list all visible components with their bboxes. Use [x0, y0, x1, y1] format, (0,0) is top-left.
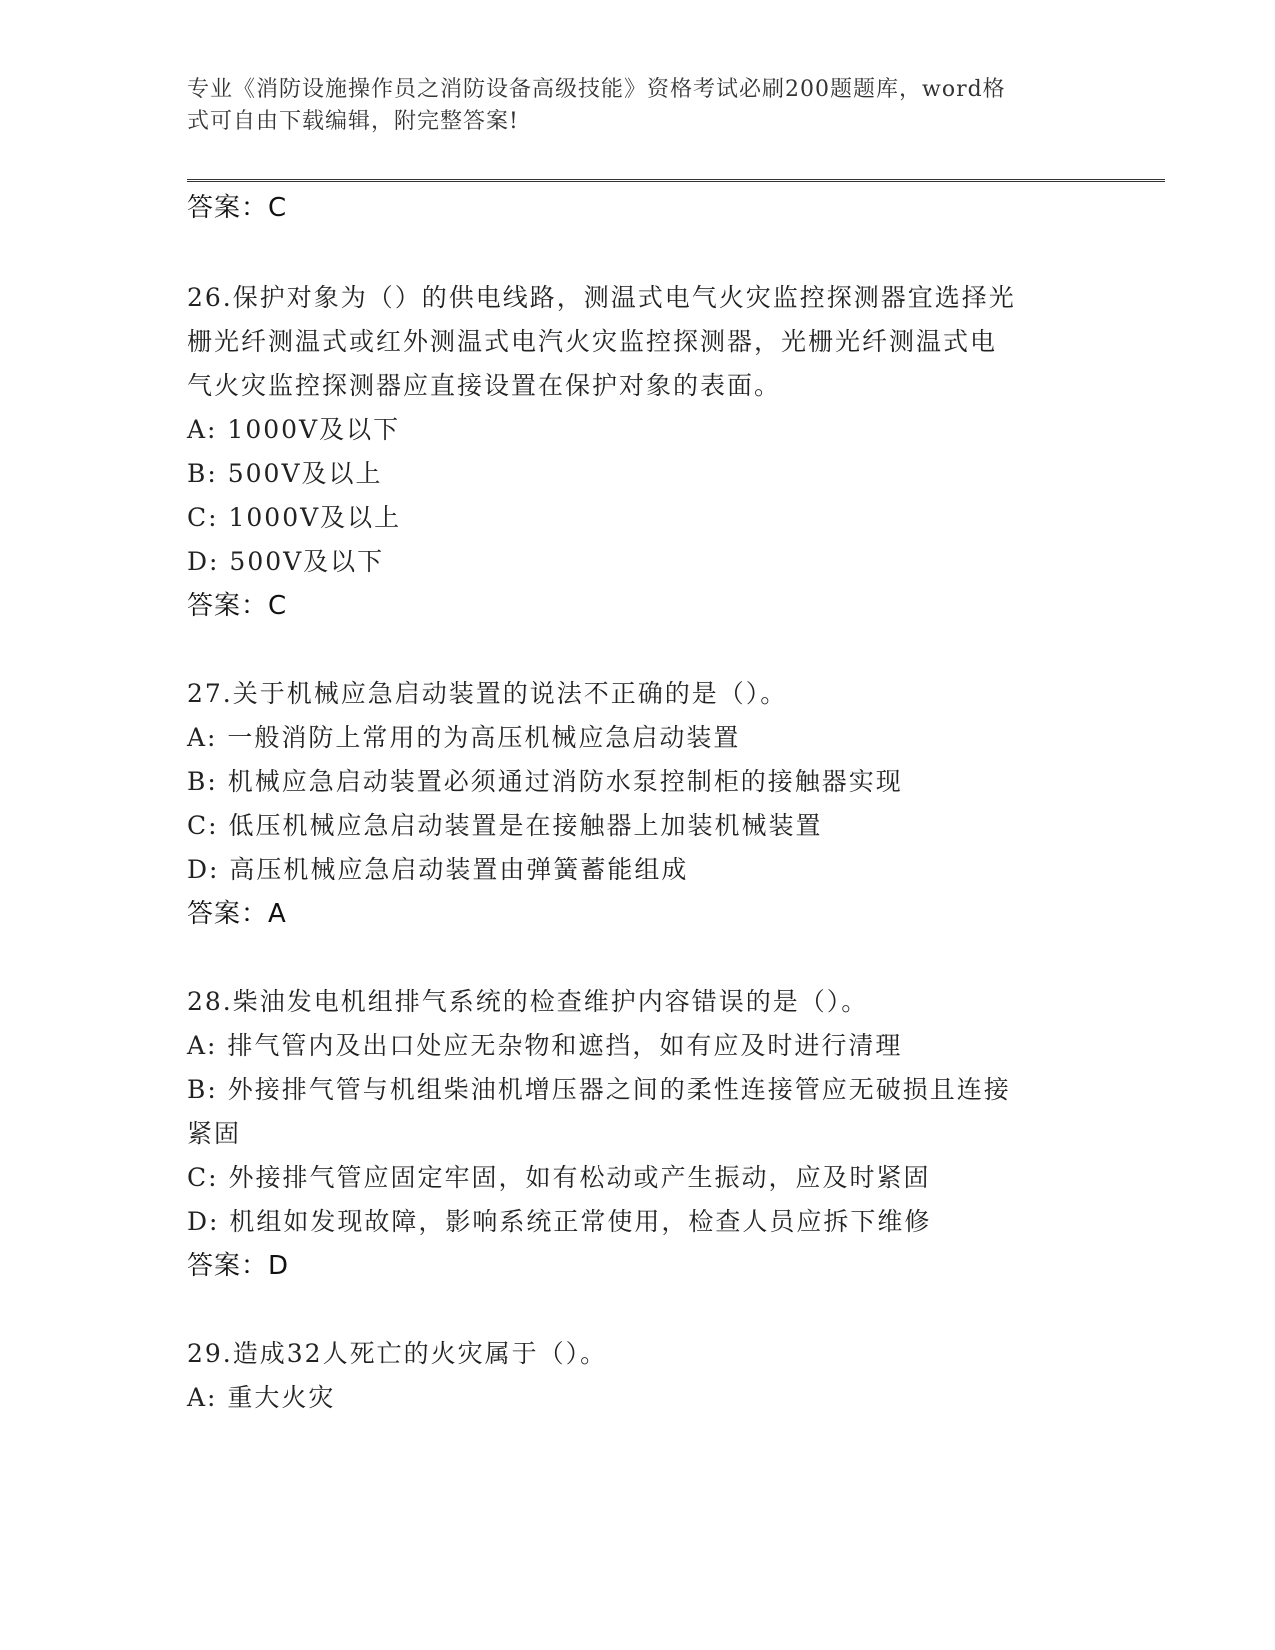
question-26-option-b: B: 500V及以上: [187, 459, 383, 488]
question-27-option-a: A: 一般消防上常用的为高压机械应急启动装置: [187, 723, 741, 752]
question-28-option-d: D: 机组如发现故障，影响系统正常使用，检查人员应拆下维修: [187, 1207, 932, 1236]
question-29-option-a: A: 重大火灾: [187, 1383, 336, 1412]
question-27-answer: 答案：A: [187, 899, 287, 929]
question-27-option-c: C: 低压机械应急启动装置是在接触器上加装机械装置: [187, 811, 823, 840]
question-26-option-d: D: 500V及以下: [187, 547, 385, 576]
question-28-stem: 28.柴油发电机组排气系统的检查维护内容错误的是（）。: [187, 987, 869, 1016]
question-27-option-d: D: 高压机械应急启动装置由弹簧蓄能组成: [187, 855, 689, 884]
question-28-answer: 答案：D: [187, 1251, 290, 1281]
header-line-1: 专业《消防设施操作员之消防设备高级技能》资格考试必刷200题题库，word格: [187, 77, 1006, 102]
question-26-stem-line-3: 气火灾监控探测器应直接设置在保护对象的表面。: [187, 371, 782, 400]
question-26-answer: 答案：C: [187, 591, 288, 621]
header-divider: [187, 179, 1165, 185]
question-27-stem: 27.关于机械应急启动装置的说法不正确的是（）。: [187, 679, 788, 708]
question-26-stem-line-2: 栅光纤测温式或红外测温式电汽火灾监控探测器，光栅光纤测温式电: [187, 327, 998, 356]
question-26-option-c: C: 1000V及以上: [187, 503, 402, 532]
question-26-option-a: A: 1000V及以下: [187, 415, 401, 444]
question-28-option-c: C: 外接排气管应固定牢固，如有松动或产生振动，应及时紧固: [187, 1163, 931, 1192]
question-28-option-b-line-2: 紧固: [187, 1119, 242, 1148]
question-26-stem-line-1: 26.保护对象为（）的供电线路，测温式电气火灾监控探测器宜选择光: [187, 283, 1016, 312]
previous-answer: 答案：C: [187, 193, 288, 223]
question-29-stem: 29.造成32人死亡的火灾属于（）。: [187, 1339, 608, 1368]
question-27-option-b: B: 机械应急启动装置必须通过消防水泵控制柜的接触器实现: [187, 767, 903, 796]
page-header: [187, 74, 1087, 138]
question-28-option-a: A: 排气管内及出口处应无杂物和遮挡，如有应及时进行清理: [187, 1031, 903, 1060]
question-28-option-b-line-1: B: 外接排气管与机组柴油机增压器之间的柔性连接管应无破损且连接: [187, 1075, 1011, 1104]
header-line-2: 式可自由下载编辑，附完整答案!: [187, 109, 519, 134]
